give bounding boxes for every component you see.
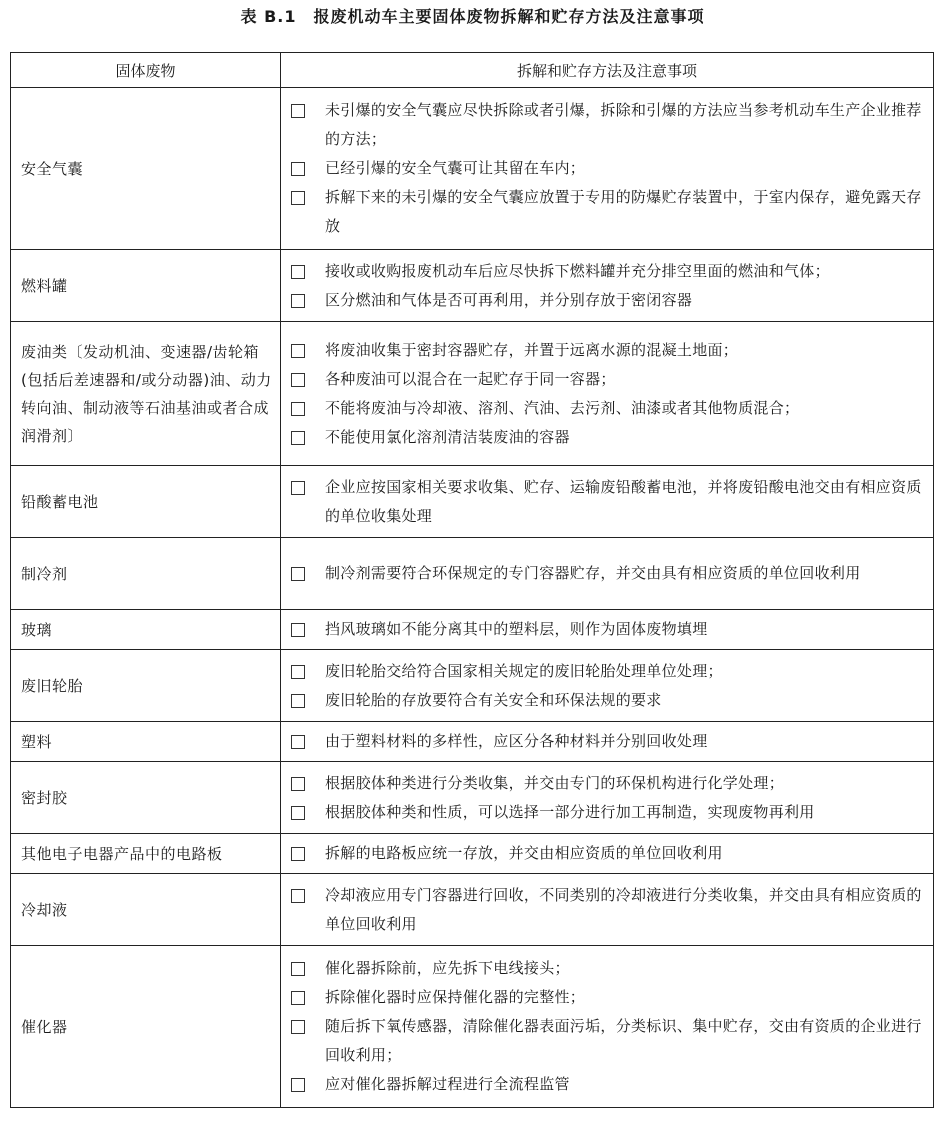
list-item — [291, 473, 923, 531]
table-row — [11, 834, 934, 874]
handling-notes — [281, 650, 934, 722]
handling-notes — [281, 946, 934, 1108]
note-text: 随后拆下氧传感器，清除催化器表面污垢，分类标识、集中贮存，交由有资质的企业进行回收利用； — [325, 1017, 922, 1064]
list-item — [291, 615, 923, 644]
list-item — [291, 1012, 923, 1070]
table-row — [11, 250, 934, 322]
table-row — [11, 722, 934, 762]
handling-notes — [281, 466, 934, 538]
table-row — [11, 538, 934, 610]
list-item — [291, 257, 923, 286]
handling-notes — [281, 874, 934, 946]
waste-category: 密封胶 — [11, 762, 281, 834]
notes-list — [291, 881, 923, 939]
checkbox-icon — [291, 623, 305, 637]
list-item — [291, 686, 923, 715]
note-text: 根据胶体种类进行分类收集，并交由专门的环保机构进行化学处理； — [325, 773, 785, 792]
notes-list — [291, 559, 923, 588]
checkbox-icon — [291, 191, 305, 205]
note-text: 冷却液应用专门容器进行回收，不同类别的冷却液进行分类收集，并交由具有相应资质的单位回收利用 — [325, 885, 922, 933]
notes-list — [291, 473, 923, 531]
list-item — [291, 881, 923, 939]
checkbox-icon — [291, 294, 305, 308]
handling-notes — [281, 538, 934, 610]
list-item — [291, 183, 923, 241]
checkbox-icon — [291, 777, 305, 791]
checkbox-icon — [291, 402, 305, 416]
checkbox-icon — [291, 373, 305, 387]
table-header-row — [11, 53, 934, 88]
notes-list — [291, 336, 923, 452]
note-text: 拆解的电路板应统一存放，并交由相应资质的单位回收利用 — [325, 844, 723, 862]
waste-category: 铅酸蓄电池 — [11, 466, 281, 538]
checkbox-icon — [291, 847, 305, 861]
note-text: 将废油收集于密封容器贮存，并置于远离水源的混凝土地面； — [325, 340, 739, 359]
notes-list — [291, 839, 923, 868]
table-row — [11, 650, 934, 722]
header-solid-waste: 固体废物 — [11, 53, 281, 88]
table-row — [11, 946, 934, 1108]
list-item — [291, 798, 923, 827]
checkbox-icon — [291, 991, 305, 1005]
handling-notes — [281, 762, 934, 834]
checkbox-icon — [291, 567, 305, 581]
note-text: 不能将废油与冷却液、溶剂、汽油、去污剂、油漆或者其他物质混合； — [325, 398, 800, 417]
table-row — [11, 466, 934, 538]
note-text: 接收或收购报废机动车后应尽快拆下燃料罐并充分排空里面的燃油和气体； — [325, 261, 830, 280]
note-text: 根据胶体种类和性质，可以选择一部分进行加工再制造，实现废物再利用 — [325, 802, 815, 821]
list-item — [291, 769, 923, 798]
checkbox-icon — [291, 104, 305, 118]
table-row — [11, 610, 934, 650]
list-item — [291, 727, 923, 756]
waste-category: 玻璃 — [11, 610, 281, 650]
note-text: 区分燃油和气体是否可再利用，并分别存放于密闭容器 — [325, 290, 693, 309]
note-text: 企业应按国家相关要求收集、贮存、运输废铅酸蓄电池，并将废铅酸电池交由有相应资质的单位收集处理 — [325, 477, 922, 525]
list-item — [291, 1070, 923, 1099]
checkbox-icon — [291, 665, 305, 679]
checkbox-icon — [291, 806, 305, 820]
list-item — [291, 559, 923, 588]
note-text: 催化器拆除前，应先拆下电线接头； — [325, 959, 570, 977]
notes-list — [291, 96, 923, 241]
checkbox-icon — [291, 431, 305, 445]
header-methods-notes: 拆解和贮存方法及注意事项 — [281, 53, 934, 88]
list-item — [291, 286, 923, 315]
table-row — [11, 88, 934, 250]
note-text: 未引爆的安全气囊应尽快拆除或者引爆，拆除和引爆的方法应当参考机动车生产企业推荐的方法； — [325, 101, 922, 148]
checkbox-icon — [291, 962, 305, 976]
table-body — [11, 88, 934, 1108]
table-row — [11, 762, 934, 834]
notes-list — [291, 615, 923, 644]
waste-table — [10, 52, 934, 1108]
list-item — [291, 423, 923, 452]
checkbox-icon — [291, 1078, 305, 1092]
notes-list — [291, 769, 923, 827]
table-row — [11, 874, 934, 946]
checkbox-icon — [291, 481, 305, 495]
handling-notes — [281, 88, 934, 250]
handling-notes — [281, 834, 934, 874]
note-text: 废旧轮胎的存放要符合有关安全和环保法规的要求 — [325, 690, 662, 709]
waste-category: 燃料罐 — [11, 250, 281, 322]
waste-category: 废油类〔发动机油、变速器/齿轮箱(包括后差速器和/或分动器)油、动力转向油、制动液等石油基油或者合成润滑剂〕 — [11, 322, 281, 466]
note-text: 拆除催化器时应保持催化器的完整性； — [325, 988, 586, 1006]
waste-category: 塑料 — [11, 722, 281, 762]
waste-category: 废旧轮胎 — [11, 650, 281, 722]
list-item — [291, 394, 923, 423]
checkbox-icon — [291, 889, 305, 903]
waste-category: 冷却液 — [11, 874, 281, 946]
handling-notes — [281, 322, 934, 466]
handling-notes — [281, 722, 934, 762]
handling-notes — [281, 610, 934, 650]
note-text: 挡风玻璃如不能分离其中的塑料层，则作为固体废物填埋 — [325, 620, 708, 638]
table-row — [11, 322, 934, 466]
list-item — [291, 336, 923, 365]
waste-category: 其他电子电器产品中的电路板 — [11, 834, 281, 874]
list-item — [291, 983, 923, 1012]
checkbox-icon — [291, 344, 305, 358]
waste-category: 制冷剂 — [11, 538, 281, 610]
list-item — [291, 839, 923, 868]
note-text: 应对催化器拆解过程进行全流程监管 — [325, 1075, 570, 1093]
checkbox-icon — [291, 735, 305, 749]
list-item — [291, 657, 923, 686]
notes-list — [291, 954, 923, 1099]
note-text: 不能使用氯化溶剂清洁装废油的容器 — [325, 427, 570, 446]
waste-category: 催化器 — [11, 946, 281, 1108]
note-text: 制冷剂需要符合环保规定的专门容器贮存，并交由具有相应资质的单位回收利用 — [325, 564, 861, 582]
checkbox-icon — [291, 162, 305, 176]
note-text: 废旧轮胎交给符合国家相关规定的废旧轮胎处理单位处理； — [325, 661, 723, 680]
list-item — [291, 954, 923, 983]
handling-notes — [281, 250, 934, 322]
checkbox-icon — [291, 1020, 305, 1034]
note-text: 已经引爆的安全气囊可让其留在车内； — [325, 159, 586, 177]
list-item — [291, 154, 923, 183]
note-text: 由于塑料材料的多样性，应区分各种材料并分别回收处理 — [325, 732, 708, 750]
waste-category: 安全气囊 — [11, 88, 281, 250]
notes-list — [291, 257, 923, 315]
notes-list — [291, 657, 923, 715]
list-item — [291, 365, 923, 394]
table-title: 表 B.1 报废机动车主要固体废物拆解和贮存方法及注意事项 — [240, 7, 705, 26]
notes-list — [291, 727, 923, 756]
list-item — [291, 96, 923, 154]
note-text: 拆解下来的未引爆的安全气囊应放置于专用的防爆贮存装置中，于室内保存，避免露天存放 — [325, 188, 922, 235]
note-text: 各种废油可以混合在一起贮存于同一容器； — [325, 369, 616, 388]
checkbox-icon — [291, 265, 305, 279]
checkbox-icon — [291, 694, 305, 708]
